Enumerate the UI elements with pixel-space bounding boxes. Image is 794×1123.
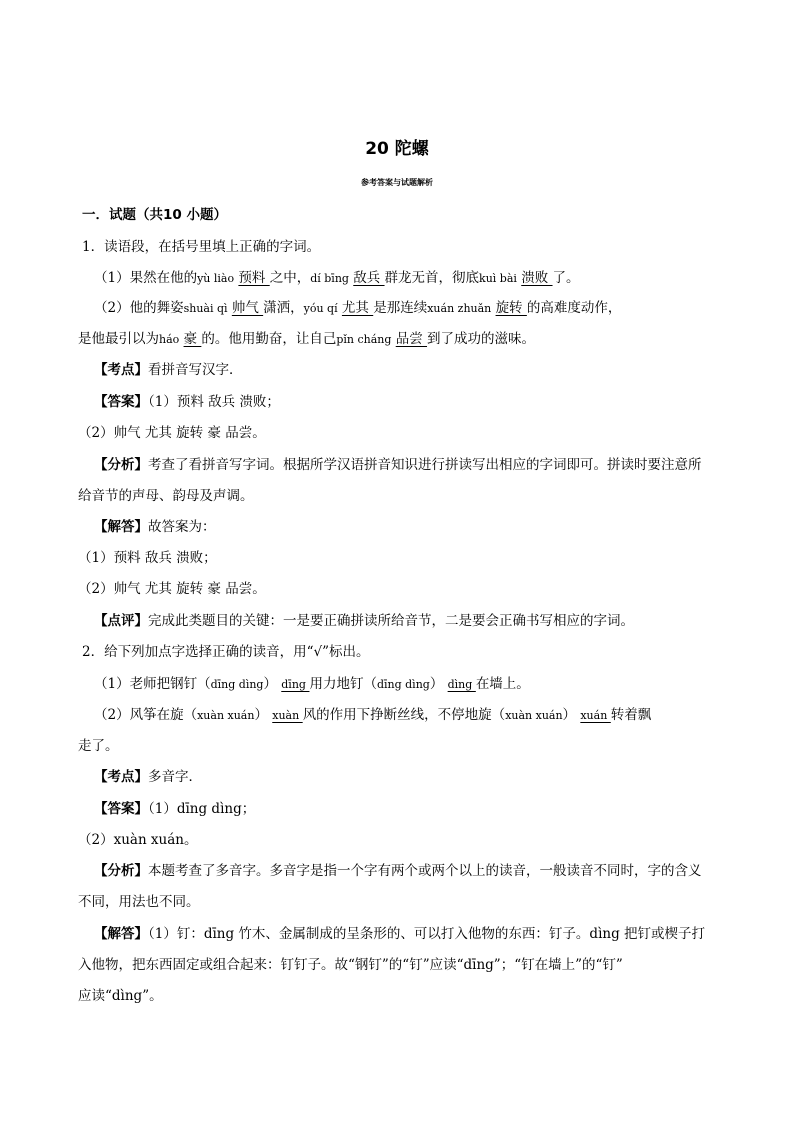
kaodian-tag: 【考点】 (94, 769, 148, 785)
q1-paragraph-1: （1）果然在他的yù liào 预料 之中，dí bīng 敌兵 群龙无首，彻底kuì bài 溃败 了。 (94, 270, 580, 286)
q2-analysis-2: 不同，用法也不同。 (78, 894, 200, 910)
q1-analysis: 【分析】考查了看拼音写字词。根据所学汉语拼音知识进行拼读写出相应的字词即可。拼读时要注意所 (94, 457, 702, 473)
q1-answer: 【答案】（1）预料 敌兵 溃败； (94, 394, 280, 410)
answer-blank: 帅气 (231, 300, 264, 316)
answer-blank: dīng (281, 678, 310, 691)
q2-stem: 2．给下列加点字选择正确的读音，用“√”标出。 (82, 644, 370, 660)
answer-blank: 品尝 (395, 331, 428, 347)
q2-solution-3: 应读“dìng”。 (78, 988, 163, 1004)
answer-blank: 豪 (183, 331, 202, 347)
page-title: 20 陀螺 (365, 139, 429, 159)
q1-paragraph-2-cont: 是他最引以为háo 豪 的。他用勤奋，让自己pǐn cháng 品尝 到了成功的滋味。 (78, 331, 536, 347)
q2-analysis: 【分析】本题考查了多音字。多音字是指一个字有两个或两个以上的读音，一般读音不同时，字的含义 (94, 863, 702, 879)
q1-paragraph-2: （2）他的舞姿shuài qì 帅气 潇洒，yóu qí 尤其 是那连续xuán zhuǎn 旋转 的高难度动作， (94, 300, 622, 316)
q1-solution-2: （2）帅气 尤其 旋转 豪 品尝。 (78, 581, 266, 597)
answer-blank: 尤其 (341, 300, 374, 316)
comment-tag: 【点评】 (94, 613, 148, 629)
answer-tag: 【答案】 (94, 394, 148, 410)
answer-blank: 预料 (238, 270, 270, 286)
q2-kaodian: 【考点】多音字． (94, 769, 202, 785)
answer-blank: 溃败 (521, 270, 553, 286)
q2-solution: 【解答】（1）钉：dīng 竹木、金属制成的呈条形的、可以打入他物的东西：钉子。dìng 把钉或楔子打 (94, 926, 706, 942)
solution-tag: 【解答】 (94, 519, 148, 535)
q2-item-1: （1）老师把钢钉（dīng dìng） dīng 用力地钉（dīng dìng） dìng 在墙上。 (94, 676, 530, 692)
q1-stem: 1．读语段，在括号里填上正确的字词。 (82, 239, 321, 255)
answer-tag: 【答案】 (94, 801, 148, 817)
answer-blank: 旋转 (495, 300, 527, 316)
answer-blank: xuán (580, 709, 611, 722)
answer-blank: xuàn (272, 709, 303, 722)
q2-item-2: （2）风筝在旋（xuàn xuán） xuàn 风的作用下挣断丝线，不停地旋（xuàn xuán） xuán 转着飘 (94, 707, 652, 723)
q1-analysis-2: 给音节的声母、韵母及声调。 (78, 488, 254, 504)
analysis-tag: 【分析】 (94, 863, 148, 879)
q1-comment: 【点评】完成此类题目的关键：一是要正确拼读所给音节，二是要会正确书写相应的字词。 (94, 613, 634, 629)
page-subtitle: 参考答案与试题解析 (361, 178, 433, 187)
solution-tag: 【解答】 (94, 926, 148, 942)
q2-item-2-cont: 走了。 (78, 738, 119, 754)
q2-answer: 【答案】（1）dīng dìng； (94, 801, 256, 817)
analysis-tag: 【分析】 (94, 457, 148, 473)
kaodian-tag: 【考点】 (94, 362, 148, 378)
answer-blank: dìng (447, 678, 476, 691)
q1-solution-1: （1）预料 敌兵 溃败； (78, 550, 217, 566)
answer-blank: 敌兵 (353, 270, 385, 286)
section-heading: 一．试题（共10 小题） (82, 207, 227, 223)
q1-kaodian: 【考点】看拼音写汉字． (94, 362, 243, 378)
q2-answer-2: （2）xuàn xuán。 (78, 832, 198, 848)
q1-answer-2: （2）帅气 尤其 旋转 豪 品尝。 (78, 425, 266, 441)
q2-solution-2: 入他物，把东西固定或组合起来：钉钉子。故“钢钉”的“钉”应读“dīng”；“钉在墙上”的“钉” (78, 957, 623, 973)
q1-solution: 【解答】故答案为： (94, 519, 216, 535)
